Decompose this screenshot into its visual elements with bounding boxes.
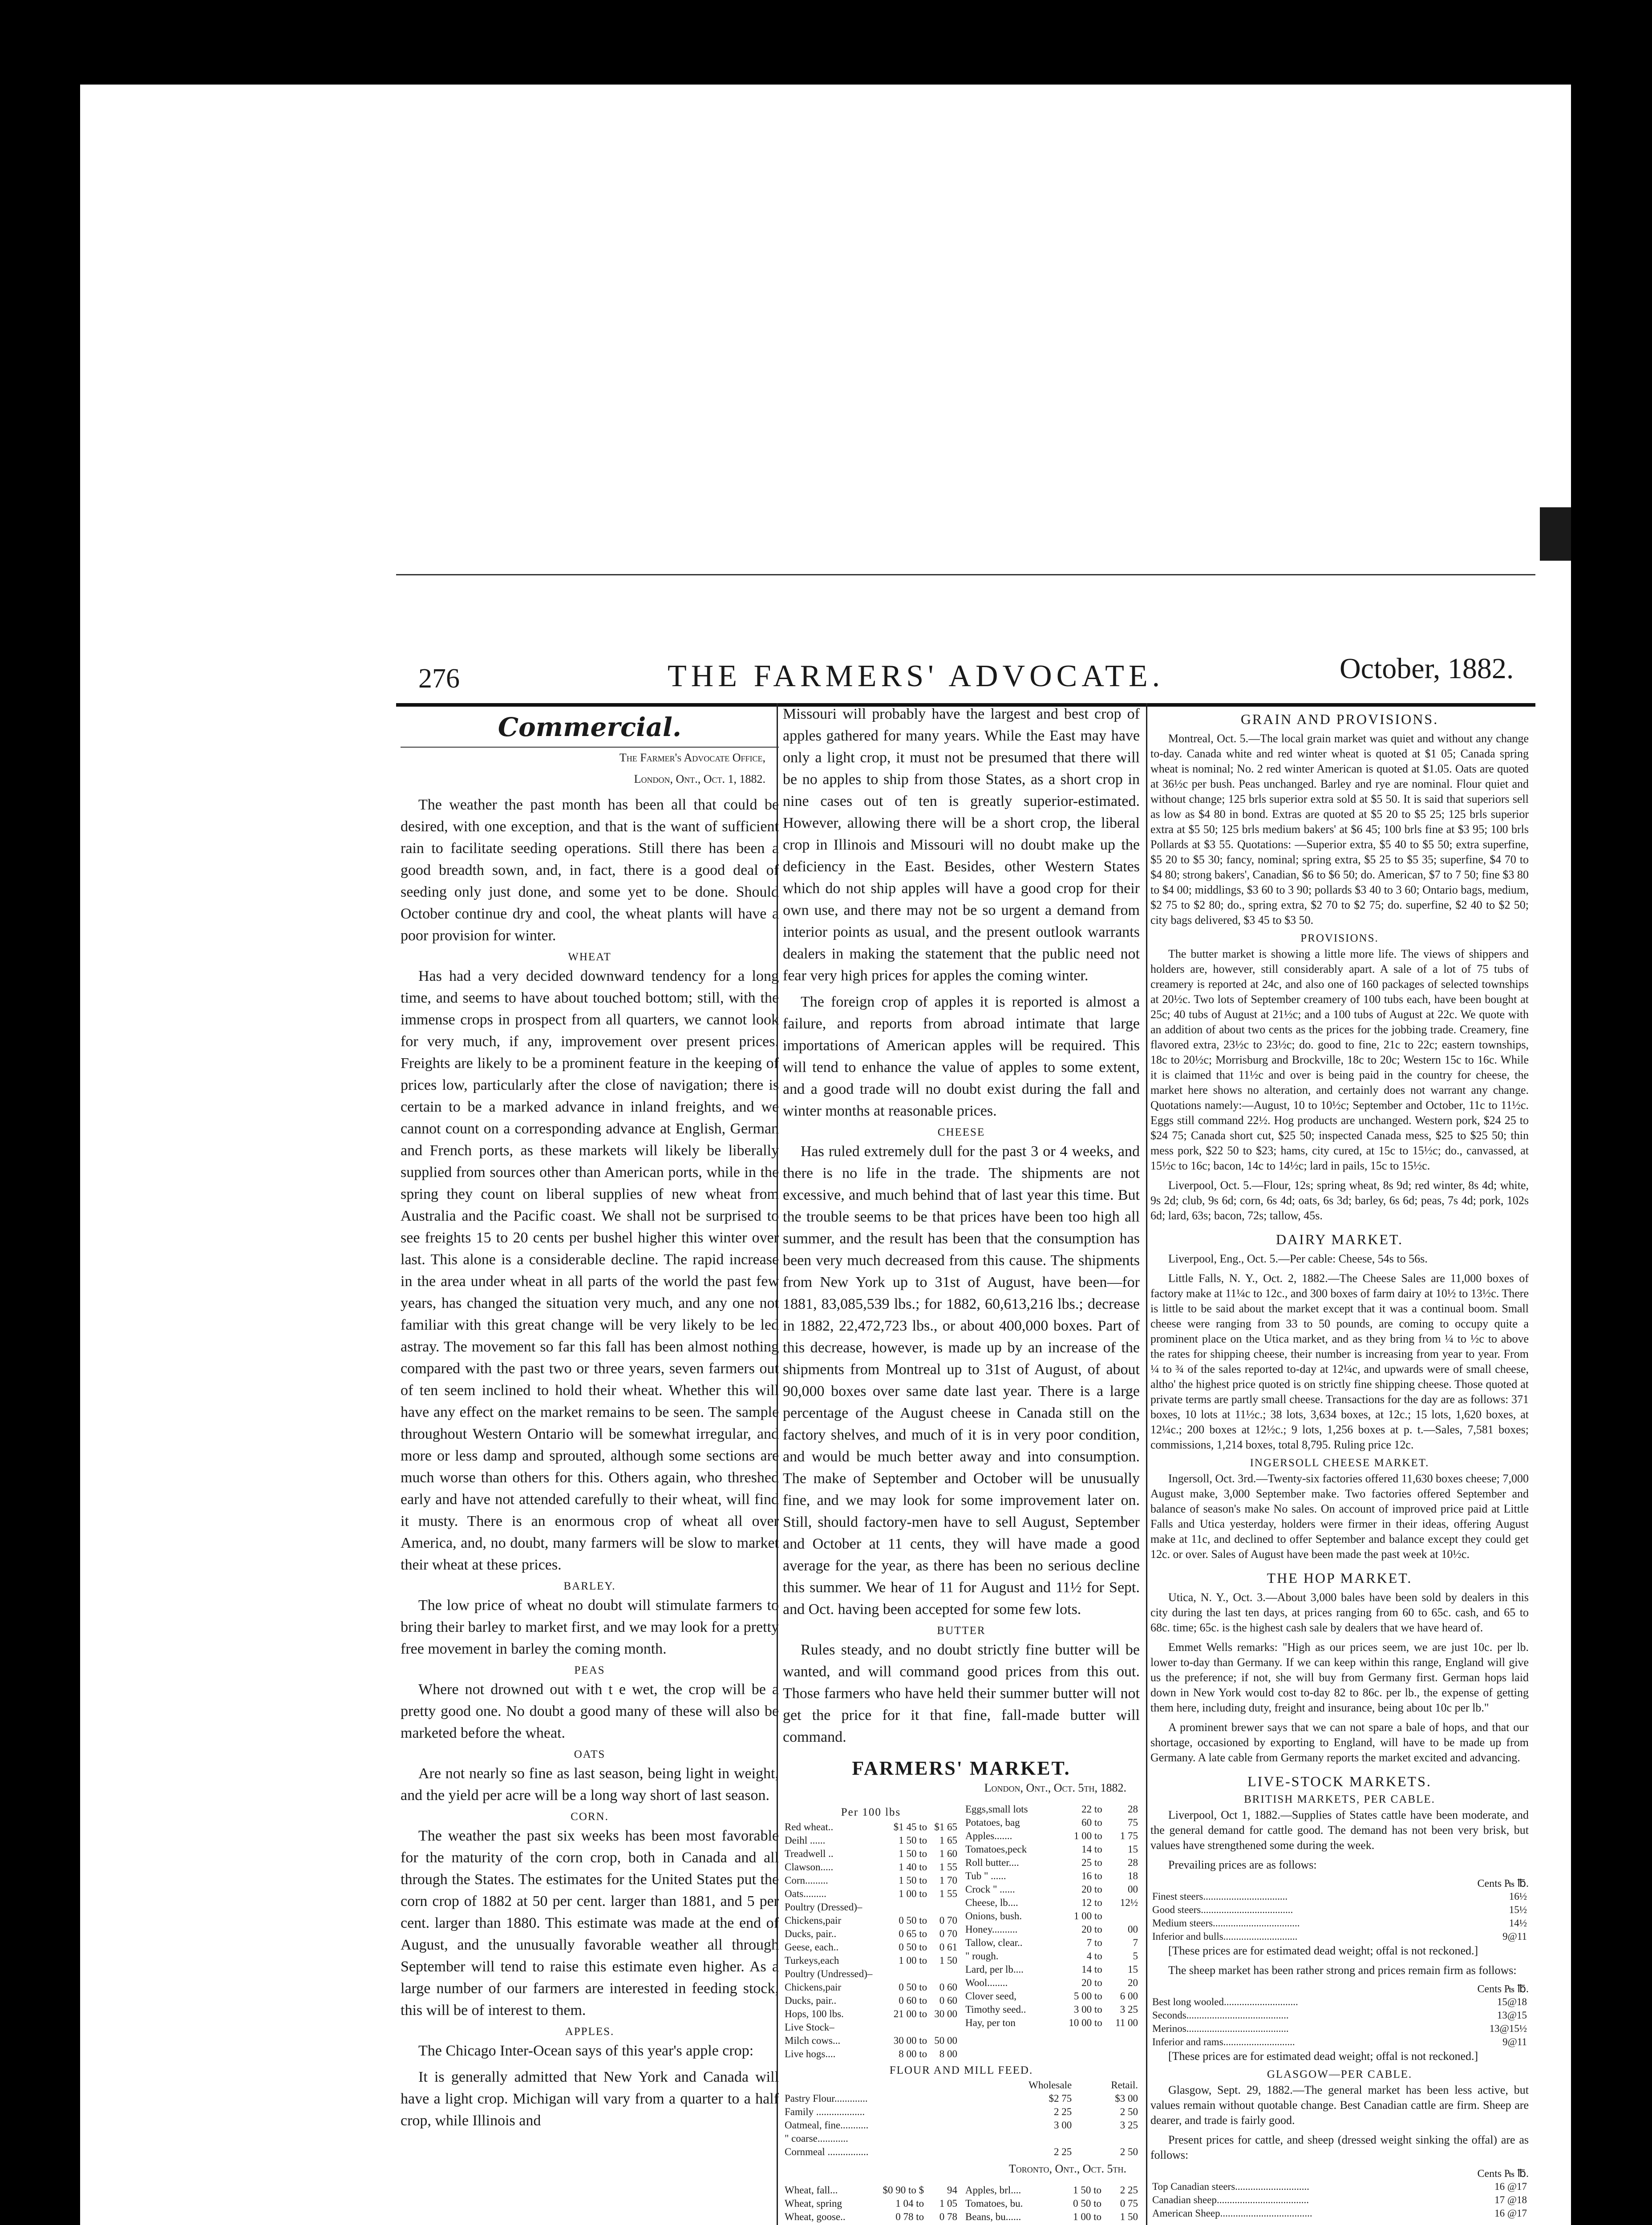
table-row [1150,2193,1529,2207]
table-cell: Red wheat.. [785,1821,834,1833]
table-cell: 1 65 [939,1835,957,1846]
table-row [964,1950,1140,1963]
table-cell: 17 @18 [1494,2194,1527,2205]
british-heading: BRITISH MARKETS, PER CABLE. [1244,1793,1435,1805]
table-cell: Merinos........................................ [1152,2023,1289,2034]
table-cell: Good steers.................................... [1152,1904,1293,1915]
table-row [783,1927,959,1941]
table-cell: Tallow, clear.. [965,1937,1023,1948]
table-cell: Medium steers.................................. [1152,1918,1300,1929]
table-cell: 30 00 to [893,2035,927,2046]
table-cell: 22 to [1081,1804,1102,1815]
intro-paragraph: The weather the past month has been all that could be desired, with one exception, and that is the want of sufficient rain to facilitate seeding operations. Still there has been a good breadth sown, and, in fact, there is a good deal of seeding only just done, and some yet to be done. Should October continue dry and cool, the wheat plants will have a poor provision for winter. [401,797,779,944]
table-row [783,1861,959,1874]
table-cell: 75 [1128,1817,1138,1828]
scan-speck [1540,507,1571,561]
flour-col-wholesale: Wholesale [1028,2079,1072,2091]
hop-utica: Utica, N. Y., Oct. 3.—About 3,000 bales have been sold by dealers in this city during the last ten days, at prices ranging from 60 to 65c. cash, and 65 to 68c. time; 65c. is the highest cash sale by dealers that we have heard of. [1150,1591,1529,1634]
table-cell: " coarse............ [785,2133,848,2144]
column-three [1146,703,1533,2220]
dateline-place: London, Ont., Oct. 1, 1882. [634,773,765,785]
farmers-market-title: FARMERS' MARKET. [852,1757,1071,1779]
table-cell: Onions, bush. [965,1910,1022,1922]
tor-right-wrap [964,2184,1140,2225]
table-row [783,2132,1140,2145]
table-cell: 16 @17 [1494,2208,1527,2219]
oats-paragraph: Are not nearly so fine as last season, being light in weight, and the yield per acre will be a long way short of last season. [401,1765,779,1804]
table-row [783,1820,959,1834]
table-cell [929,2021,959,2034]
table-cell: 1 50 to [899,1835,927,1846]
dateline-office: The Farmer's Advocate Office, [619,751,765,764]
table-row [1150,2207,1529,2220]
table-cell: 0 78 [939,2211,957,2222]
table-cell: " rough. [965,1950,999,1962]
table-row [964,1936,1140,1950]
table-cell: 25 to [1081,1857,1102,1868]
table-cell: 20 [1128,1977,1138,1988]
table-cell: 1 55 [939,1888,957,1899]
table-row [783,2021,959,2034]
table-cell: 0 50 to [1073,2198,1101,2209]
table-cell: 30 00 [934,2008,957,2019]
table-row [783,1887,959,1901]
table-cell: 10 00 to [1069,2017,1102,2028]
barley-paragraph: The low price of wheat no doubt will stimulate farmers to bring their barley to market first, and we may look for a pretty free movement in barley the coming month. [401,1597,779,1657]
table-cell: 0 50 to [899,1915,927,1926]
table-row [783,1847,959,1861]
table-cell: 1 00 to [899,1888,927,1899]
table-row [783,1981,959,1994]
table-row [1150,1917,1529,1930]
table-row [783,1914,959,1927]
table-cell: 0 60 [939,1982,957,1993]
toronto-tables [783,2184,1140,2225]
table-cell: Hay, per ton [965,2017,1016,2028]
table-row [964,2003,1140,2016]
table-cell [887,2021,929,2034]
table-cell: 0 50 to [899,1942,927,1953]
peas-heading: PEAS [574,1664,605,1676]
table-row [783,1994,959,2007]
table-cell: 2 50 [1120,2106,1138,2117]
table-cell: Inferior and bulls............................. [1152,1931,1298,1942]
table-row [783,2034,959,2047]
table-cell: 13@15 [1497,2010,1527,2021]
table-cell: Seconds........................................ [1152,2010,1289,2021]
table-row [783,1954,959,1967]
table-cell: 13@15½ [1489,2023,1527,2034]
table-cell: 20 to [1081,1977,1102,1988]
table-row [964,1829,1140,1843]
cheese-paragraph: Has ruled extremely dull for the past 3 or 4 weeks, and there is no life in the trade. The shipments are not excessive, and much behind that of last year this time. But the trouble seems to be that prices have been too high all summer, and the result has been that the consumption has been very much decreased from this cause. The shipments from New York up to 31st of August, have been—for 1881, 83,085,539 lbs.; for 1882, 60,613,216 lbs.; decrease in 1882, 22,472,723 lbs., or about 400,000 boxes. Part of this decrease, however, is made up by an increase of the shipments from Montreal up to 31st of August, of about 90,000 boxes over same date last year. There is a large percentage of the August cheese in Canada still on the factory shelves, and much of it is in very poor condition, and would be much better away and into consumption. The make of September and October will be unusually fine, and we may look for some improvement later on. Still, should factory-men have to sell August, September and October at 11 cents, they will have made a good average for the year, as there has been no serious decline this summer. We hear of 11 for August and 11½ for Sept. and Oct. having been accepted for some few lots. [783,1143,1140,1618]
table-cell: 15@18 [1497,1996,1527,2007]
table-cell: 18 [1128,1870,1138,1881]
sheep-unit: Cents ₧ ℔. [1477,1983,1529,1995]
table-cell: 15 [1128,1844,1138,1855]
table-cell: 11 00 [1115,2017,1138,2028]
table-row [783,1941,959,1954]
apples-heading: APPLES. [565,2026,615,2038]
table-cell: Tub " ...... [965,1870,1006,1881]
table-cell: 1 00 to [1073,1910,1102,1922]
table-cell: Clover seed, [965,1990,1016,2002]
flour-col-retail: Retail. [1111,2079,1138,2091]
table-cell: Beans, bu...... [965,2211,1021,2222]
table-row [964,1803,1140,1816]
table-row [783,2197,959,2210]
table-cell: 14½ [1509,1918,1527,1929]
table-cell: 28 [1128,1804,1138,1815]
table-cell: 20 to [1081,1884,1102,1895]
glasgow-intro: Present prices for cattle, and sheep (dressed weight sinking the offal) are as follows: [1150,2133,1529,2161]
ingersoll-heading: INGERSOLL CHEESE MARKET. [1250,1457,1429,1469]
fm-right-wrap [964,1803,1140,2061]
table-row [964,2210,1140,2224]
table-row [964,1843,1140,1856]
table-cell: 28 [1128,1857,1138,1868]
wheat-paragraph: Has had a very decided downward tendency for a long time, and seems to have about touched bottom; still, with the immense crops in prospect from all quarters, we cannot look for very much, if any, improvement over present prices. Freights are likely to be a prominent feature in the keeping of prices low, particularly after the close of navigation; there is certain to be a marked advance in inland freights, and we cannot count on a corresponding advance at English, German and French ports, as these markets will likely be liberally supplied from sources other than American ports, while in the spring they count on liberal supplies of new wheat from Australia and the Pacific coast. We shall not be surprised to see freights 15 to 20 cents per bushel higher this winter over last. This alone is a considerable decline. The rapid increase in the area under wheat in all parts of the world the past few years, has changed the situation very much, and any one not familiar with this great change will be very likely to be led astray. The movement so far this fall has been almost nothing compared with the past two or three years, seven farmers out of ten seem inclined to hold their wheat. Whether this will have any effect on the market remains to be seen. The sample throughout Western Ontario will be somewhat irregular, and more or less damp and sprouted, although some sections are much worse than others for this. Others again, who threshed early and have not attended carefully to their wheat, will find it musty. There is an enormous crop of wheat all over America, and, no doubt, many farmers will be slow to market their wheat at these prices. [401,968,779,1573]
table-row [964,1990,1140,2003]
foreign-apples-paragraph: The foreign crop of apples it is reported is almost a failure, and reports from abroad intimate that large importations of American apples will be required. This will tend to enhance the value of apples to some extent, and a good trade will no doubt exist during the fall and winter months at reasonable prices. [783,994,1140,1119]
tor-right-table [964,2184,1140,2225]
table-cell: Apples, brl.... [965,2185,1021,2196]
table-cell: Ducks, pair.. [785,1928,837,1939]
table-cell: Poultry (Dressed)– [785,1901,862,1913]
cattle-unit: Cents ₧ ℔. [1477,1878,1529,1889]
table-row [783,2145,1140,2159]
peas-paragraph: Where not drowned out with t e wet, the crop will be a pretty good one. No doubt a good many of these will also be marketed before the wheat. [401,1681,779,1741]
table-row [783,1901,959,1914]
cattle-table [1150,1890,1529,1943]
table-cell: 1 00 to [1073,1830,1102,1841]
table-cell: 8 00 to [899,2048,927,2059]
table-cell: Live hogs.... [785,2048,836,2059]
barley-heading: BARLEY. [563,1580,616,1592]
table-row [964,2184,1140,2197]
table-cell: 1 55 [939,1861,957,1873]
table-cell: Finest steers................................. [1152,1891,1288,1902]
table-cell: Treadwell .. [785,1848,834,1859]
table-cell: 6 00 [1120,1990,1138,2002]
sheep-note: [These prices are for estimated dead weight; offal is not reckoned.] [1168,2050,1478,2063]
table-row [964,1963,1140,1976]
table-row [1150,1930,1529,1943]
table-cell: 0 70 [939,1915,957,1926]
table-cell: 1 40 to [899,1861,927,1873]
flour-header-row [783,2079,1140,2092]
table-cell: 0 50 to [899,1982,927,1993]
table-cell: 5 00 to [1073,1990,1102,2002]
corn-paragraph: The weather the past six weeks has been most favorable for the maturity of the corn crop, both in Canada and all through the States. The estimates for the United States put the corn crop of 1882 at 50 per cent. larger than 1881, and 5 per cent. larger than 1880. This estimate was made at the end of August, and the unusually favorable weather all through September will tend to raise this estimate even higher. As a large number of our farmers are interested in feeding stock, this will be of interest to them. [401,1828,779,2019]
table-cell: Deihl ...... [785,1835,826,1846]
table-cell [929,1967,959,1981]
flour-heading: FLOUR AND MILL FEED. [889,2064,1033,2076]
table-cell: Tomatoes,peck [965,1844,1027,1855]
table-cell: 2 25 [1053,2106,1072,2117]
table-row [1150,1890,1529,1903]
table-row [1150,2180,1529,2193]
fm-right-table [964,1803,1140,2030]
table-row [783,1874,959,1887]
table-cell: Ducks, pair.. [785,1995,837,2006]
table-cell: Apples....... [965,1830,1012,1841]
table-cell: 3 25 [1120,2004,1138,2015]
table-cell: 14 to [1081,1964,1102,1975]
column-one [401,703,779,2136]
dairy-liverpool: Liverpool, Eng., Oct. 5.—Per cable: Cheese, 54s to 56s. [1168,1252,1428,1265]
table-cell: 0 78 to [895,2211,924,2222]
table-cell: Corn......... [785,1875,828,1886]
table-cell: 12 to [1081,1897,1102,1908]
table-row [964,1896,1140,1909]
table-cell: Inferior and rams............................ [1152,2036,1295,2047]
table-row [964,1976,1140,1990]
table-cell: Honey.......... [965,1924,1018,1935]
newspaper-title: THE FARMERS' ADVOCATE. [668,659,1165,693]
fm-unit: Per 100 lbs [841,1806,901,1818]
glasgow-table [1150,2180,1529,2220]
table-cell: 4 to [1086,1950,1102,1962]
fm-left-table [783,1820,959,2061]
apples-intro: The Chicago Inter-Ocean says of this year's apple crop: [418,2043,754,2059]
montreal-grain: Montreal, Oct. 5.—The local grain market was quiet and without any change to-day. Canada white and red winter wheat is quoted at $1 05; Canada spring wheat is nominal; No. 2 red winter American is quoted at $1.05. Oats are quoted at 36½c per bush. Peas unchanged. Barley and rye are nominal. Flour quiet and without change; 125 brls superior extra sold at $5 50. It is said that superiors sell as low as $4 80 in bond. Extras are quoted at $5 20 to $5 25; 125 brls superior extra at $5 50; 125 brls medium bakers' at $6 45; 100 brls fine at $3 95; 100 brls Pollards at $3 55. Quotations: —Superior extra, $5 40 to $5 50; extra superfine, $5 20 to $5 30; fancy, nominal; spring extra, $5 25 to $5 35; superfine, $4 70 to $4 80; strong bakers', Canadian, $6 to $6 50; do. American, $7 to 7 50; fine $3 80 to $4 00; middlings, $3 60 to 3 90; pollards $3 40 to 3 60; Ontario bags, medium, $2 75 to $2 80; do., spring extra, $2 70 to $2 75; do. superfine, $2 40 to $2 50; city bags delivered, $3 45 to $3 50. [1150,732,1529,926]
table-cell: Geese, each.. [785,1942,839,1953]
table-cell: Chickens,pair [785,1915,842,1926]
table-row [964,1909,1140,1923]
table-cell: Milch cows... [785,2035,841,2046]
section-rule [401,747,779,748]
apples-continued: Missouri will probably have the largest and best crop of apples gathered for many years. While the East may have only a light crop, it must not be presumed that there will be no apples to ship from those States, as a short crop in nine cases out of ten is greatly superior-estimated. However, allowing there will be a short crop, the liberal crop in Illinois and Missouri will no doubt make up the deficiency in the East. Besides, other Western States which do not ship apples will have a good crop for their own use, and there may not be so urgent a demand from interior points as usual, and the present outlook warrants dealers in making the statement that the public need not fear very high prices for apples the coming winter. [783,706,1140,984]
table-cell: Lard, per lb.... [965,1964,1024,1975]
table-cell: 1 50 to [899,1875,927,1886]
apples-quote: It is generally admitted that New York and Canada will have a light crop. Michigan will vary from a quarter to a half crop, while Illinois and [401,2069,779,2129]
fm-left-wrap [783,1803,959,2061]
section-title: Commercial. [498,712,682,742]
table-row [964,2197,1140,2210]
table-row [1150,2035,1529,2049]
table-cell: 9@11 [1502,1931,1527,1942]
farmers-market-dateline: London, Ont., Oct. 5th, 1882. [984,1781,1126,1794]
little-falls-paragraph: Little Falls, N. Y., Oct. 2, 1882.—The Cheese Sales are 11,000 boxes of factory make at 11¼c to 12c., and 300 boxes of farm dairy at 10½ to 13½c. There is little to be said about the market except that it was a continual boom. Small cheese were ranging from 33 to 50 pounds, are coming to occupy quite a prominent place on the Utica market, and as they bring from ¼ to ½c to above the rates for shipping cheese, their number is increasing from year to year. From ¼ to ¾ of the sales reported to-day at 12¼c, and upwards were of small cheese, altho' the highest price quoted is on strictly fine shipping cheese. Those quoted at private terms are partly small cheese. Transactions for the day are as follows: 371 boxes, 10 lots at 11½c.; 38 lots, 3,634 boxes, at 12c.; 15 lots, 1,620 boxes, at 12¼c.; 200 boxes at 12½c.; 9 lots, 1,256 boxes at p. t.—Sales, 7,581 boxes; commissions, 1,214 boxes, total 8,795. Ruling price 12c. [1150,1272,1529,1451]
table-cell: Clawson..... [785,1861,834,1873]
table-cell: 2 25 [1120,2185,1138,2196]
table-row [783,2092,1140,2105]
hop-brewer: A prominent brewer says that we can not spare a bale of hops, and that our shortage, occasioned by exporting to England, will have to be made up from Germany. A late cable from Germany reports the market excited and advancing. [1150,1721,1529,1764]
table-row [783,2007,959,2021]
hop-wells: Emmet Wells remarks: "High as our prices seem, we are just 10c. per lb. lower to-day than Germany. If we can keep within this range, England will give us the preference; if not, she will buy from Germany first. German hops laid down in New York would cost to-day 82 to 86c. per lb., the expense of getting them here, including duty, freight and insurance, being about 10c per lb." [1150,1641,1529,1714]
sheep-table [1150,1995,1529,2049]
table-cell: Wheat, spring [785,2198,842,2209]
table-cell [929,1901,959,1914]
table-row [964,1923,1140,1936]
table-row [964,1816,1140,1829]
table-cell: 1 50 to [899,1848,927,1859]
farmers-market-tables [783,1803,1140,2061]
table-cell: 0 60 [939,1995,957,2006]
table-cell: 2 25 [1053,2146,1072,2157]
table-cell: Potatoes, bag [965,1817,1020,1828]
table-cell: Chickens,pair [785,1982,842,1993]
table-cell: 21 00 to [893,2008,927,2019]
table-cell: $1 45 to [893,1821,927,1833]
dairy-heading: DAIRY MARKET. [1275,1231,1404,1247]
table-cell: 9@11 [1502,2036,1527,2047]
table-cell: Wheat, goose.. [785,2211,846,2222]
table-cell: 00 [1128,1884,1138,1895]
table-cell: Turkeys,each [785,1955,839,1966]
table-cell: $2 75 [1049,2093,1072,2104]
oats-heading: OATS [574,1748,606,1760]
table-cell: 14 to [1081,1844,1102,1855]
butter-heading: BUTTER [937,1625,986,1637]
table-cell: 50 00 [934,2035,957,2046]
table-cell: $3 00 [1115,2093,1138,2104]
table-cell: $1 65 [934,1821,957,1833]
grain-heading: GRAIN AND PROVISIONS. [1240,711,1439,727]
glasgow-heading: GLASGOW—PER CABLE. [1267,2068,1413,2080]
table-cell: 3 25 [1120,2120,1138,2131]
table-cell: Pastry Flour............. [785,2093,868,2104]
table-row [783,2047,959,2061]
table-cell: Roll butter.... [965,1857,1019,1868]
table-row [783,2184,959,2197]
table-cell: 0 70 [939,1928,957,1939]
table-cell [887,1967,929,1981]
table-cell: Oatmeal, fine........... [785,2120,869,2131]
corn-heading: CORN. [571,1811,609,1823]
provisions-heading: PROVISIONS. [1300,932,1379,944]
table-cell: 15 [1128,1964,1138,1975]
table-cell: Timothy seed.. [965,2004,1026,2015]
table-row [783,1967,959,1981]
table-cell: Cheese, lb.... [965,1897,1018,1908]
table-cell: Best long wooled............................. [1152,1996,1298,2007]
table-cell: 1 05 [939,2198,957,2209]
table-cell: Wheat, fall... [785,2185,838,2196]
table-row [964,1883,1140,1896]
table-cell: 16 to [1081,1870,1102,1881]
toronto-dateline: Toronto, Ont., Oct. 5th. [1008,2162,1126,2175]
table-cell: Cornmeal ................ [785,2146,869,2157]
table-cell: 3 00 [1053,2120,1072,2131]
table-cell: Live Stock– [785,2022,834,2033]
table-cell: 1 70 [939,1875,957,1886]
issue-date: October, 1882. [1340,652,1514,685]
table-row [964,1856,1140,1869]
table-cell: 5 [1133,1950,1138,1962]
table-row [1150,1995,1529,2009]
table-cell: 8 00 [939,2048,957,2059]
table-cell: 1 00 to [1073,2211,1101,2222]
page-number: 276 [418,663,460,694]
table-cell: Hops, 100 lbs. [785,2008,844,2019]
butter-paragraph: Rules steady, and no doubt strictly fine butter will be wanted, and will command good prices from this out. Those farmers who have held their summer butter will not get the price for it that fine, fall-made butter will command. [783,1642,1140,1745]
table-cell: 1 60 [939,1848,957,1859]
table-cell: Tomatoes, bu. [965,2198,1023,2209]
ingersoll-paragraph: Ingersoll, Oct. 3rd.—Twenty-six factories offered 11,630 boxes cheese; 7,000 August make, 3,000 September make. Two factories offered September and balance of season's make No sales. On account of improved price paid at Little Falls and Utica yesterday, holders were firmer in their ideas, offering August make at 11c, and declined to offer September and balance except they could get 12c. or over. Sales of August have been made the past week at 10½c. [1150,1472,1529,1561]
prevailing-line: Prevailing prices are as follows: [1168,1858,1317,1871]
table-row [964,1869,1140,1883]
table-cell: Poultry (Undressed)– [785,1968,873,1979]
sheep-intro: The sheep market has been rather strong and prices remain firm as follows: [1168,1964,1517,1977]
table-cell: 94 [947,2185,957,2196]
wheat-heading: WHEAT [568,951,611,963]
glasgow-paragraph: Glasgow, Sept. 29, 1882.—The general market has been less active, but values remain without quotable change. Best Canadian cattle are firm. Sheep are dearer, and trade is fairly good. [1150,2083,1529,2127]
table-cell: Crock " ...... [965,1884,1015,1895]
table-cell: 1 00 to [899,1955,927,1966]
table-cell: 0 65 to [899,1928,927,1939]
table-cell: 0 61 [939,1942,957,1953]
table-cell: American Sheep.................................... [1152,2208,1312,2219]
table-cell: 1 50 [939,1955,957,1966]
table-cell: Oats......... [785,1888,826,1899]
table-cell [972,2132,1074,2145]
table-cell: Top Canadian steers............................. [1152,2181,1309,2192]
british-paragraph: Liverpool, Oct 1, 1882.—Supplies of States cattle have been moderate, and the general demand for cattle good. The demand has not been very brisk, but values have strengthened some during the week. [1150,1808,1529,1852]
glasgow-unit: Cents ₧ ℔. [1477,2168,1529,2180]
table-cell: Canadian sheep.................................... [1152,2194,1309,2205]
table-cell: 1 50 [1120,2211,1138,2222]
provisions-paragraph: The butter market is showing a little more life. The views of shippers and holders are, however, still considerably apart. A sale of a lot of 75 tubs of creamery is reported at 24c, and also one of 160 packages of selected townships at 20½c. Two lots of September creamery of 100 tubs each, have been bought at 25c; 40 tubs of August at 21½c; and a 100 tubs of August at 22c. We quote with an addition of about two cents as the prices for the jobbing trade. Creamery, fine flavored extra, 23½c to 23½c; do. good to fine, 21c to 22c; eastern townships, 18c to 20½c; Morrisburg and Brockville, 18c to 20c; Western 15c to 16c. While it is claimed that 11½c and over is being paid in the country for cheese, the market here shows no alteration, and certainly does not warrant any change. Quotations namely:—August, 10 to 10½c; September and October, 11c to 11½c. Eggs still command 22½. Hog products are unchanged. Western pork, $24 25 to $24 75; Canada short cut, $25 50; inspected Canada mess, $25 to $25 50; thin mess pork, $22 50 to $23; hams, city cured, at 15c to 15½c; do., canvassed, at 15½c to 16c; bacon, 14c to 14½c; lard in pails, 15c to 15½c. [1150,947,1529,1172]
table-cell: 12½ [1120,1897,1138,1908]
table-cell: 1 04 to [895,2198,924,2209]
table-cell: 60 to [1081,1817,1102,1828]
table-cell: $0 90 to $ [883,2185,924,2196]
liverpool-paragraph: Liverpool, Oct. 5.—Flour, 12s; spring wheat, 8s 9d; red winter, 8s 4d; white, 9s 2d; club, 9s 6d; corn, 6s 4d; oats, 6s 3d; barley, 6s 6d; peas, 7s 4d; pork, 102s 6d; lard, 63s; bacon, 72s; tallow, 45s. [1150,1179,1529,1222]
table-cell: 20 to [1081,1924,1102,1935]
table-cell: 0 75 [1120,2198,1138,2209]
tor-left-table [783,2184,959,2225]
table-cell: Eggs,small lots [965,1804,1028,1815]
table-cell [1104,1909,1140,1923]
table-cell: 16 @17 [1494,2181,1527,2192]
table-row [964,2016,1140,2030]
table-cell [887,1901,929,1914]
table-cell: 1 50 to [1073,2185,1101,2196]
table-row [1150,1903,1529,1917]
column-two [777,703,1146,2225]
table-cell: 7 to [1086,1937,1102,1948]
hop-heading: THE HOP MARKET. [1267,1570,1413,1586]
tor-left-wrap [783,2184,959,2225]
table-row [1150,2022,1529,2035]
table-cell: 0 60 to [899,1995,927,2006]
table-cell: 1 75 [1120,1830,1138,1841]
table-cell: 00 [1128,1924,1138,1935]
table-row [1150,2009,1529,2022]
table-cell: 15½ [1509,1904,1527,1915]
cheese-heading: CHEESE [937,1126,985,1138]
table-cell: 7 [1133,1937,1138,1948]
table-cell: Wool........ [965,1977,1008,1988]
table-row [783,1834,959,1847]
table-cell: 3 00 to [1073,2004,1102,2015]
cattle-note: [These prices are for estimated dead weight; offal is not reckoned.] [1168,1944,1478,1957]
table-row [783,2210,959,2224]
table-row [783,2105,1140,2119]
table-cell: Family ................... [785,2106,865,2117]
table-cell [1073,2132,1140,2145]
table-cell: 2 50 [1120,2146,1138,2157]
page-border-top [396,574,1535,575]
live-stock-heading: LIVE-STOCK MARKETS. [1247,1773,1432,1789]
table-row [783,2119,1140,2132]
flour-table [783,2079,1140,2159]
table-cell: 16½ [1509,1891,1527,1902]
